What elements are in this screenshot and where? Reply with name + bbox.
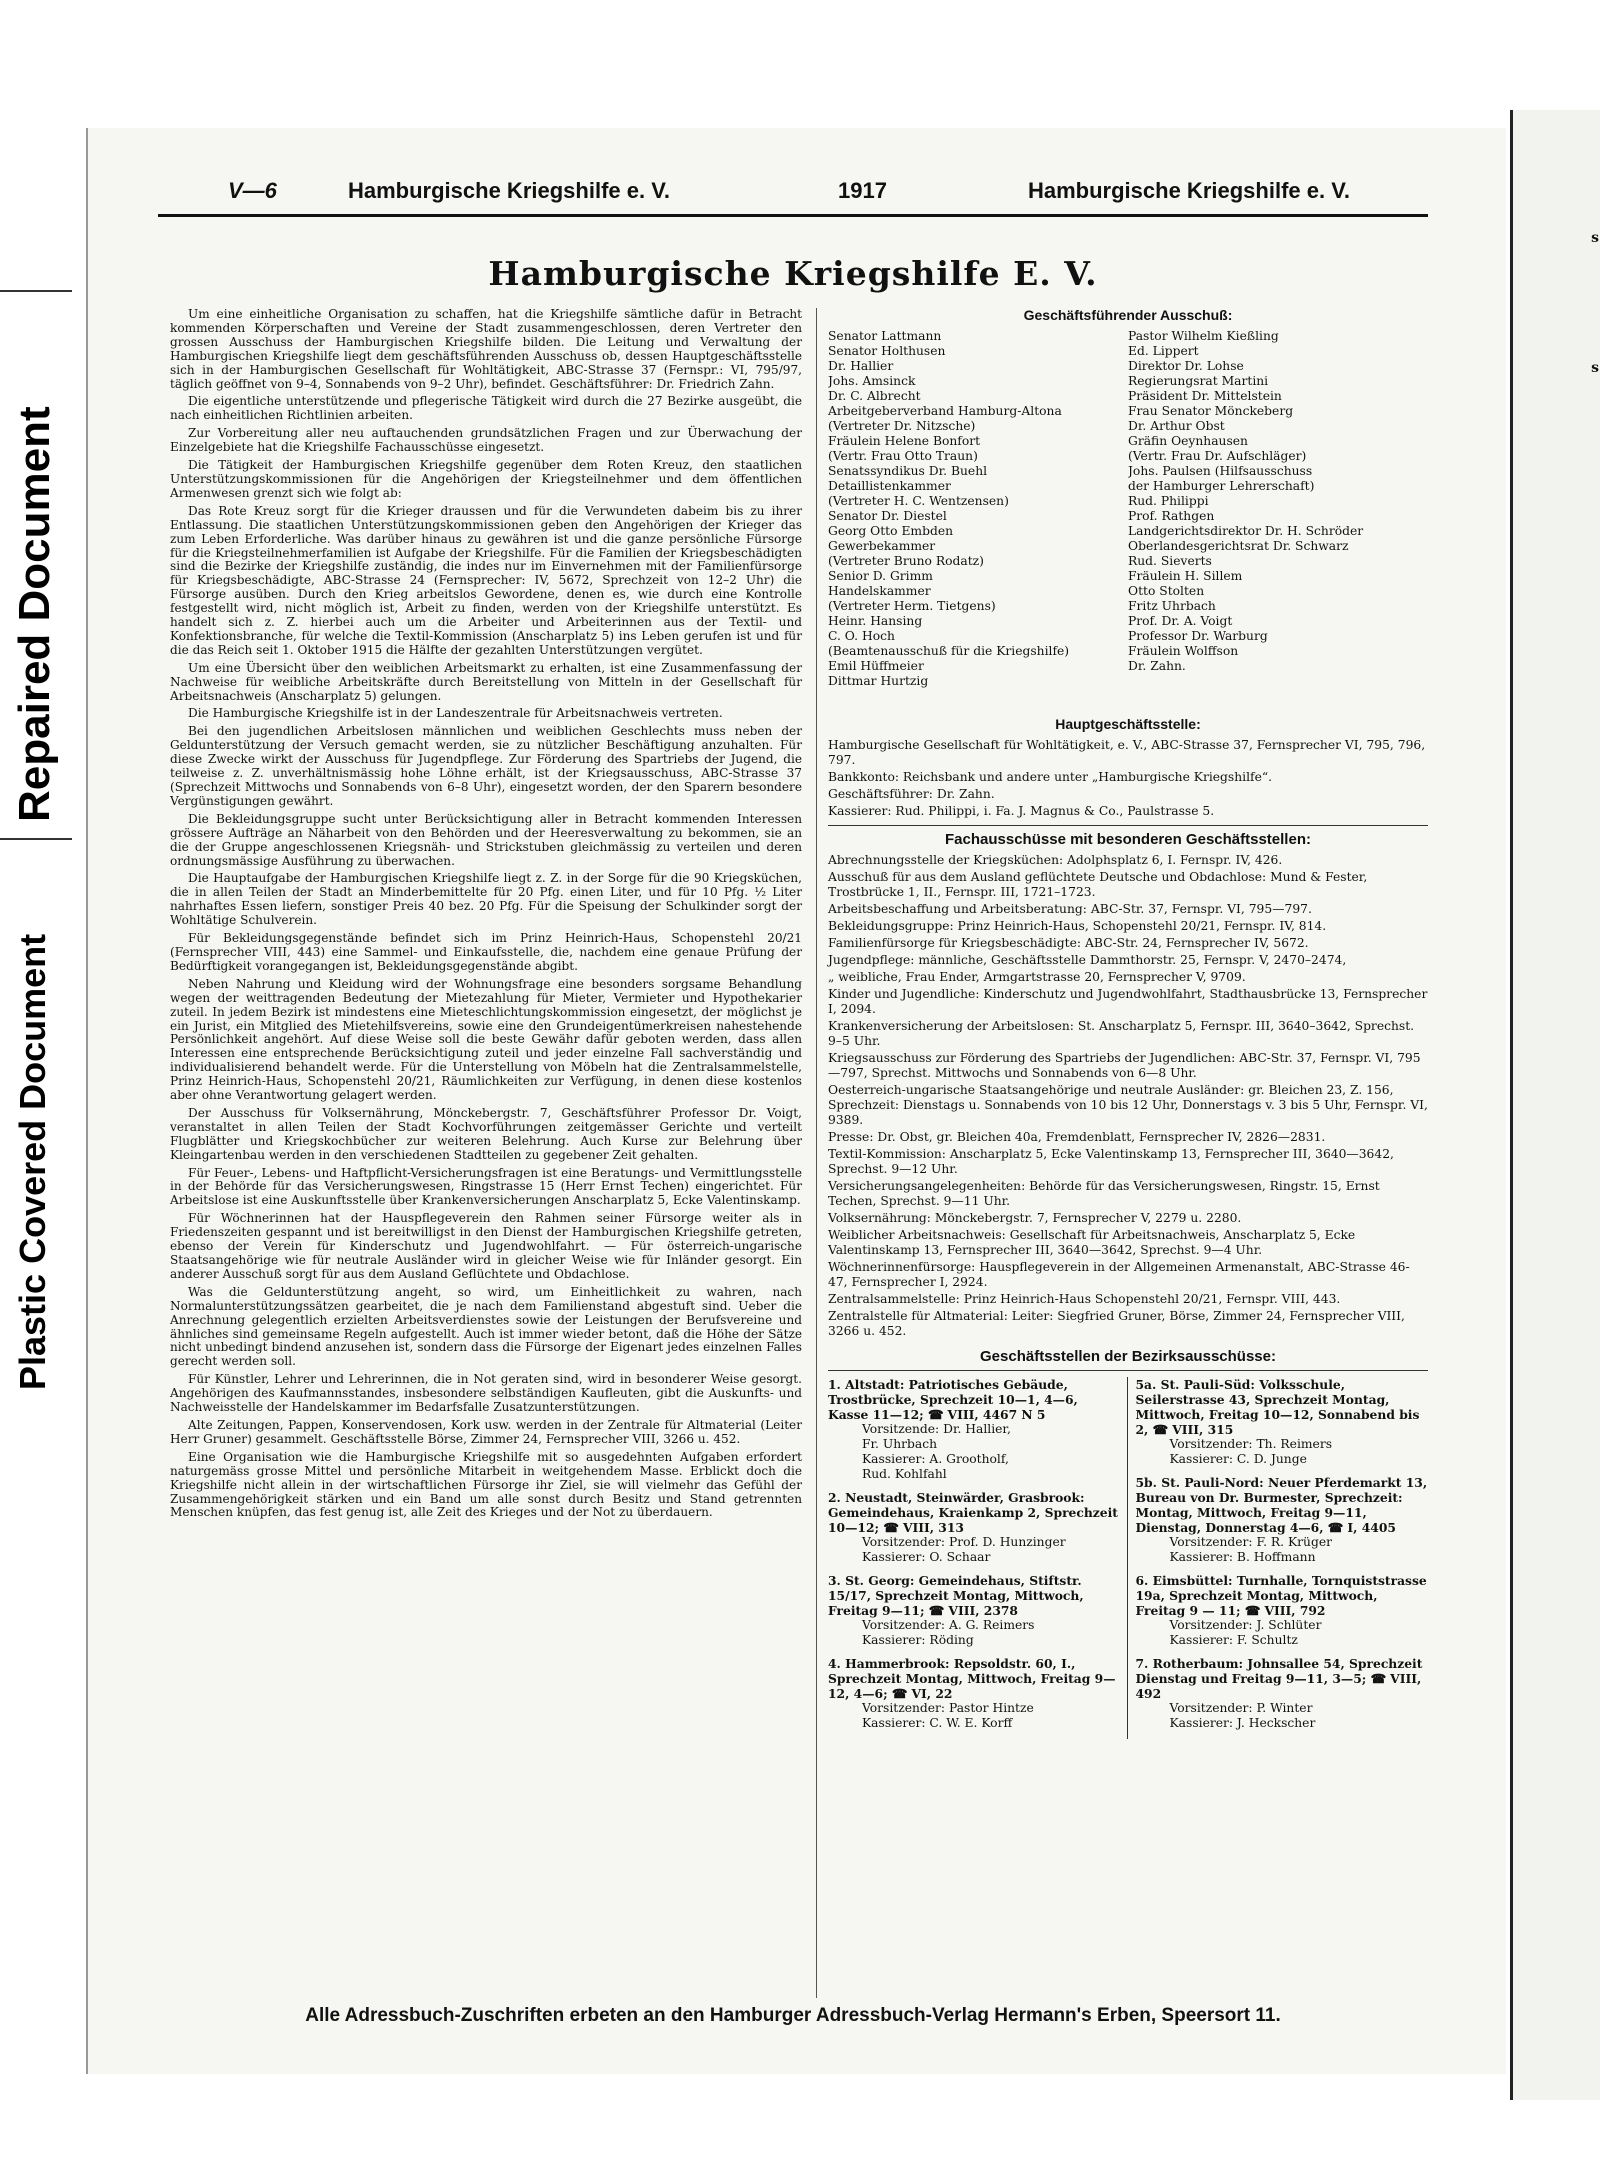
committee-member: Frau Senator Mönckeberg [1128,404,1294,418]
committee-member: C. O. Hoch [828,629,895,643]
committee-member: Landgerichtsdirektor Dr. H. Schröder [1128,524,1364,538]
committee-member: Dittmar Hurtzig [828,674,929,688]
fach-title: Fachausschüsse mit besonderen Geschäftsstellen: [945,831,1311,848]
fach-entry: Zentralstelle für Altmaterial: Leiter: Siegfried Gruner, Börse, Zimmer 24, Fernsprecher VIII, 3266 u. 452. [828,1309,1405,1338]
hq-line: Geschäftsführer: Dr. Zahn. [828,787,995,801]
committee-member: Arbeitgeberverband Hamburg-Altona [828,404,1062,418]
committee-member: Otto Stolten [1128,584,1205,598]
fach-entry: „ weibliche, Frau Ender, Armgartstrasse 20, Fernsprecher V, 9709. [828,970,1246,984]
district-officer: Vorsitzender: A. G. Reimers [862,1618,1035,1632]
committee-member: Handelskammer [828,584,931,598]
text-paragraph: Die eigentliche unterstützende und pflegerische Tätigkeit wird durch die 27 Bezirke ausgeübt, die nach einheitlichen Richtlinien arbeiten. [170,394,802,423]
fach-entry: Bekleidungsgruppe: Prinz Heinrich-Haus, Schopenstehl 20/21, Fernspr. IV, 814. [828,919,1327,933]
fach-entry: Krankenversicherung der Arbeitslosen: St. Anscharplatz 5, Fernspr. III, 3640–3642, Sprechst. 9–5 Uhr. [828,1019,1415,1048]
fach-entry: Presse: Dr. Obst, gr. Bleichen 40a, Fremdenblatt, Fernsprecher IV, 2826—2831. [828,1130,1326,1144]
committee-member: Fräulein Wolffson [1128,644,1239,658]
committee-member: Georg Otto Embden [828,524,954,538]
text-paragraph: Neben Nahrung und Kleidung wird der Wohnungsfrage eine besonders sorgsame Behandlung wegen der weittragenden Bedeutung der Mietezahlung für Mieter, Vermieter und Hypothekarier zuteil. In jedem Bezirk ist mindestens eine Mieteschlichtungskommission eingesetzt, der möglichst je ein Jurist, ein Mitglied des Mietehilfsvereins, sowie eine den Grundeigentümerkreisen nahestehende Persönlichkeit angehört. Auf diese Weise soll die beste Gewähr dafür geboten werden, dass allen Interessen eine entsprechende Berücksichtigung zuteil und jeder einzelne Fall sachverständig und individualisierend behandelt werde. Für die Unterstellung von Möbeln hat die Zentralsammelstelle, Prinz Heinrich-Haus, Schopenstehl 20/21, Räumlichkeiten zur Verfügung, in denen diese kostenlos aber ohne Verantwortung gelagert werden. [170,976,802,1103]
committee-member: Heinr. Hansing [828,614,923,628]
page-title: Hamburgische Kriegshilfe E. V. [488,254,1098,293]
fach-entry: Familienfürsorge für Kriegsbeschädigte: ABC-Str. 24, Fernsprecher IV, 5672. [828,936,1309,950]
hq-line: Kassierer: Rud. Philippi, i. Fa. J. Magnus & Co., Paulstrasse 5. [828,804,1215,818]
district-officer: Kassierer: A. Grootholf, [862,1452,1009,1466]
text-paragraph: Für Künstler, Lehrer und Lehrerinnen, die in Not geraten sind, wird in besonderer Weise gesorgt. Angehörigen des Kaufmannsstandes, insbesondere selbständigen Kaufleuten, gibt die Auskunfts- und Nachweisstelle der Handelskammer im Bedarfsfalle Zusatzunterstützungen. [170,1372,802,1415]
district-heading: 1. Altstadt: Patriotisches Gebäude, Trostbrücke, Sprechzeit 10—1, 4—6, Kasse 11—12; ☎ VIII, 4467 N 5 [828,1377,1078,1422]
district-officer: Kassierer: Röding [862,1633,974,1647]
committee-member: (Vertr. Frau Dr. Aufschläger) [1128,449,1307,463]
text-paragraph: Die Bekleidungsgruppe sucht unter Berücksichtigung aller in Betracht kommenden Interessen grössere Aufträge an Näharbeit von den Behörden und der Heeresverwaltung zu bekommen, sie an die der Gruppe angeschlossenen Kriegsnäh- und Strickstuben gleichmässig zu verteilen und deren ordnungsmässige Ausführung zu überwachen. [170,811,802,868]
fach-entry: Oesterreich-ungarische Staatsangehörige und neutrale Ausländer: gr. Bleichen 23, Z. 156, Sprechzeit: Dienstags u. Sonnabends von 10 bis 12 Uhr, Donnerstags v. 3 bis 5 Uhr, Fernspr. VI, 9389. [828,1083,1428,1127]
text-paragraph: Um eine Übersicht über den weiblichen Arbeitsmarkt zu erhalten, ist eine Zusammenfassung der Nachweise für weibliche Arbeitskräfte durch Bereitstellung von Mitteln in der Gesellschaft für Arbeitsnachweis (Anscharplatz 5) gelungen. [170,660,802,703]
district-officer: Kassierer: B. Hoffmann [1169,1550,1316,1564]
committee-member: (Vertreter Dr. Nitzsche) [828,419,976,433]
repaired-label: Repaired Document [10,406,59,822]
text-paragraph: Die Tätigkeit der Hamburgischen Kriegshilfe gegenüber dem Roten Kreuz, den staatlichen Unterstützungskommissionen für die Angehörigen der Kriegsteilnehmer und dem öffentlichen Armenwesen grenzt sich wie folgt ab: [170,458,802,500]
fach-entry: Weiblicher Arbeitsnachweis: Gesellschaft für Arbeitsnachweis, Anscharplatz 5, Ecke Valentinskamp 13, Fernsprecher III, 3640—3642, Sprechst. 9—4 Uhr. [828,1228,1356,1257]
text-paragraph: Die Hamburgische Kriegshilfe ist in der Landeszentrale für Arbeitsnachweis vertreten. [188,706,723,721]
text-paragraph: Bei den jugendlichen Arbeitslosen männlichen und weiblichen Geschlechts muss neben der Geldunterstützung der Versuch gemacht werden, sie zu nützlicher Beschäftigung anzuhalten. Für diese Zwecke wirkt der Ausschuss für Jugendpflege. Zur Förderung des Spartriebs der Jugend, die teilweise z. Z. unverhältnismässig hohe Löhne erhält, ist der Kriegsausschuss, ABC-Strasse 37 (Sprechzeit Mittwochs und Sonnabends von 6–8 Uhr), eingesetzt worden, der den Sparern besondere Vergünstigungen gewährt. [170,724,802,808]
committee-member: (Vertreter Herm. Tietgens) [828,599,996,613]
document-page [86,128,1506,2074]
text-paragraph: Alte Zeitungen, Pappen, Konservendosen, Kork usw. werden in der Zentrale für Altmaterial (Leiter Herr Gruner) gesammelt. Geschäftsstelle Börse, Zimmer 24, Fernsprecher VIII, 3266 u. 452. [170,1417,802,1446]
header-year: 1917 [838,178,887,203]
committee-member: der Hamburger Lehrerschaft) [1128,479,1315,493]
district-entry [828,1377,1121,1482]
fach-list [828,853,1428,1339]
covered-label: Plastic Covered Document [12,933,53,1390]
committee-member: Gräfin Oeynhausen [1128,434,1248,448]
header-left-title: Hamburgische Kriegshilfe e. V. [348,178,670,203]
committee-member: Pastor Wilhelm Kießling [1128,329,1279,343]
district-entry [1136,1656,1429,1731]
district-officer: Vorsitzender: Prof. D. Hunzinger [862,1535,1066,1549]
fach-entry: Zentralsammelstelle: Prinz Heinrich-Haus Schopenstehl 20/21, Fernspr. VIII, 443. [828,1292,1341,1306]
fach-entry: Volksernährung: Mönckebergstr. 7, Fernsprecher V, 2279 u. 2280. [828,1211,1242,1225]
district-heading: 5b. St. Pauli-Nord: Neuer Pferdemarkt 13, Bureau von Dr. Burmester, Sprechzeit: Montag, Mittwoch, Freitag 9—11, Dienstag, Donnerstag 4—6, ☎ I, 4405 [1135,1475,1428,1535]
committee-title: Geschäftsführender Ausschuß: [1023,307,1233,323]
district-officer: Kassierer: O. Schaar [862,1550,991,1564]
committee-member: Emil Hüffmeier [828,659,924,673]
next-page-edge: s s [1510,110,1600,2100]
district-officer: Fr. Uhrbach [862,1437,938,1451]
committee-member: Senator Dr. Diestel [828,509,947,523]
committee-member: Dr. Arthur Obst [1128,419,1225,433]
running-header [158,178,1428,208]
text-paragraph: Zur Vorbereitung aller neu auftauchenden grundsätzlichen Fragen und zur Überwachung der Einzelgebiete hat die Kriegshilfe Fachausschüsse eingesetzt. [170,426,802,455]
district-heading: 5a. St. Pauli-Süd: Volksschule, Seilerstrasse 43, Sprechzeit Montag, Mittwoch, Freitag 10—12, Sonnabend bis 2, ☎ VIII, 315 [1135,1377,1420,1437]
section-rule [828,825,1428,826]
text-paragraph: Für Wöchnerinnen hat der Hauspflegeverein den Rahmen seiner Fürsorge weiter als in Friedenszeiten gespannt und ist bereitwilligst in den Dienst der Hamburgischen Kriegshilfe getreten, ebenso der Verein für Kinderschutz und Jugendwohlfahrt. — Für österreich-ungarische Staatsangehörige wie für neutrale Ausländer wird in gleicher Weise wie für Inländer gesorgt. Ein anderer Ausschuß sorgt für aus dem Ausland Geflüchtete und Obdachlose. [170,1211,802,1281]
hq-title: Hauptgeschäftsstelle: [1055,716,1201,732]
district-heading: 6. Eimsbüttel: Turnhalle, Tornquiststrasse 19a, Sprechzeit Montag, Mittwoch, Freitag 9 — 11; ☎ VIII, 792 [1135,1573,1427,1618]
district-heading: 3. St. Georg: Gemeindehaus, Stiftstr. 15/17, Sprechzeit Montag, Mittwoch, Freitag 9—11; ☎ VIII, 2378 [828,1573,1084,1618]
committee-member: Senior D. Grimm [828,569,933,583]
committee-member: Oberlandesgerichtsrat Dr. Schwarz [1128,539,1349,553]
header-rule [158,214,1428,217]
committee-member: (Vertr. Frau Otto Traun) [828,449,978,463]
committee-member: Direktor Dr. Lohse [1128,359,1244,373]
committee-member: Prof. Rathgen [1128,509,1215,523]
committee-member: Johs. Paulsen (Hilfsausschuss [1128,464,1313,478]
committee-member: Fritz Uhrbach [1128,599,1216,613]
page-number: V—6 [228,178,277,203]
district-officer: Vorsitzender: F. R. Krüger [1169,1535,1332,1549]
text-paragraph: Der Ausschuss für Volksernährung, Mönckebergstr. 7, Geschäftsführer Professor Dr. Voigt, veranstaltet in allen Teilen der Stadt Kochvorführungen zeitgemässer Gerichte und verteilt Flugblätter und Kriegskochbücher zur weiteren Belehrung. Auch Kurse zur Belehrung über Kleingartenbau werden in den verschiedenen Stadtteilen zu gegebener Zeit gehalten. [170,1105,802,1162]
committee-member: Senator Lattmann [828,329,942,343]
district-officer: Kassierer: J. Heckscher [1169,1716,1316,1730]
committee-member: Prof. Dr. A. Voigt [1128,614,1233,628]
right-column [828,308,1428,1739]
district-heading: 2. Neustadt, Steinwärder, Grasbrook: Gemeindehaus, Kraienkamp 2, Sprechzeit 10—12; ☎ VIII, 313 [828,1490,1118,1535]
district-heading: 4. Hammerbrook: Repsoldstr. 60, I., Sprechzeit Montag, Mittwoch, Freitag 9—12, 4—6; ☎ VI, 22 [828,1656,1116,1701]
committee-member: Dr. Hallier [828,359,894,373]
fach-entry: Wöchnerinnenfürsorge: Hauspflegeverein in der Allgemeinen Armenanstalt, ABC-Strasse 46-47, Fernsprecher I, 2924. [828,1260,1410,1289]
fach-entry: Kinder und Jugendliche: Kinderschutz und Jugendwohlfahrt, Stadthausbrücke 13, Fernsprecher I, 2094. [828,987,1428,1016]
committee-member: Gewerbekammer [828,539,936,553]
fach-entry: Kriegsausschuss zur Förderung des Spartriebs der Jugendlichen: ABC-Str. 37, Fernspr. VI, 795—797, Sprechst. Mittwochs und Sonnabends von 6—8 Uhr. [828,1051,1421,1080]
committee-member: Dr. Zahn. [1128,659,1186,673]
committee-member: (Beamtenausschuß für die Kriegshilfe) [828,644,1070,658]
column-divider [816,308,817,1998]
bezirk-title: Geschäftsstellen der Bezirksausschüsse: [980,1348,1276,1365]
district-entry [1136,1475,1429,1565]
fach-entry: Versicherungsangelegenheiten: Behörde für das Versicherungswesen, Ringstr. 15, Ernst Techen, Sprechst. 9—11 Uhr. [828,1179,1380,1208]
district-entry [828,1490,1121,1565]
text-paragraph: Für Bekleidungsgegenstände befindet sich im Prinz Heinrich-Haus, Schopenstehl 20/21 (Fernsprecher VIII, 443) eine Sammel- und Einkaufsstelle, die, nachdem eine genaue Prüfung der Bedürftigkeit vorangegangen ist, Bekleidungsgegenstände abgibt. [170,931,802,973]
district-officer: Kassierer: C. W. E. Korff [862,1716,1013,1730]
committee-member: (Vertreter Bruno Rodatz) [828,554,984,568]
district-officer: Vorsitzender: J. Schlüter [1169,1618,1322,1632]
district-officer: Vorsitzende: Dr. Hallier, [862,1422,1011,1436]
district-officer: Vorsitzender: P. Winter [1169,1701,1313,1715]
header-right-title: Hamburgische Kriegshilfe e. V. [1028,178,1350,203]
district-officer: Rud. Kohlfahl [862,1467,947,1481]
committee-member: Dr. C. Albrecht [828,389,921,403]
fach-entry: Ausschuß für aus dem Ausland geflüchtete Deutsche und Obdachlose: Mund & Fester, Trostbrücke 1, II., Fernspr. III, 1721–1723. [828,870,1368,899]
hq-block [828,738,1428,819]
committee-list [828,329,1428,689]
footer-notice: Alle Adressbuch-Zuschriften erbeten an den Hamburger Adressbuch-Verlag Hermann's Erben, Speersort 11. [305,2005,1281,2026]
committee-member: Präsident Dr. Mittelstein [1128,389,1282,403]
committee-member: (Vertreter H. C. Wentzensen) [828,494,1009,508]
district-officer: Vorsitzender: Th. Reimers [1169,1437,1333,1451]
fach-entry: Textil-Kommission: Anscharplatz 5, Ecke Valentinskamp 13, Fernsprecher III, 3640—3642, Sprechst. 9—12 Uhr. [828,1147,1394,1176]
committee-member: Senator Holthusen [828,344,946,358]
text-paragraph: Um eine einheitliche Organisation zu schaffen, hat die Kriegshilfe sämtliche dafür in Betracht kommenden Körperschaften und Vereine der Stadt zusammengeschlossen, deren Vertreter den grossen Ausschuss der Hamburgischen Kriegshilfe bilden. Die Leitung und Verwaltung der Hamburgischen Kriegshilfe liegt dem geschäftsführenden Ausschuss ob, dessen Hauptgeschäftsstelle sich in der Hamburgischen Gesellschaft für Wohltätigkeit, ABC-Strasse 37 (Fernspr.: VI, 795/97, täglich geöffnet von 9–4, Sonnabends von 9–2 Uhr), befindet. Geschäftsführer: Dr. Friedrich Zahn. [170,307,802,391]
fach-entry: Arbeitsbeschaffung und Arbeitsberatung: ABC-Str. 37, Fernspr. VI, 795—797. [828,902,1312,916]
fach-entry: Jugendpflege: männliche, Geschäftsstelle Dammthorstr. 25, Fernspr. V, 2470–2474, [828,953,1347,967]
text-paragraph: Was die Geldunterstützung angeht, so wird, um Einheitlichkeit zu wahren, nach Normalunterstützungssätzen gearbeitet, die je nach dem Familienstand abgestuft sind. Ueber die Anrechnung gelegentlich erzielten Arbeitsverdienstes sowie der Leistungen der Berufsvereine und ähnliches sind gemeinsame Regeln aufgestellt. Auch ist immer wieder betont, daß die Höhe der Sätze nicht unbedingt bindend anzusehen ist, sondern dass die Fürsorge der Eigenart jedes einzelnen Falles gerecht werden soll. [170,1284,802,1369]
committee-member: Rud. Philippi [1128,494,1209,508]
hq-line: Hamburgische Gesellschaft für Wohltätigkeit, e. V., ABC-Strasse 37, Fernsprecher VI, 795, 796, 797. [828,738,1426,767]
left-text-column [170,308,802,1524]
committee-member: Fräulein H. Sillem [1128,569,1243,583]
district-officer: Vorsitzender: Pastor Hintze [862,1701,1034,1715]
sidebar-divider [0,290,72,292]
committee-member: Johs. Amsinck [828,374,916,388]
district-entry [828,1573,1121,1648]
district-entry [1136,1573,1429,1648]
district-entry [828,1656,1121,1731]
text-paragraph: Eine Organisation wie die Hamburgische Kriegshilfe mit so ausgedehnten Aufgaben erfordert naturgemäss grosse Mittel und persönliche Mitarbeit in weitgehendem Masse. Erblickt doch die Kriegshilfe nicht allein in der wirtschaftlichen Fürsorge ihr Ziel, sie will vielmehr das Gefühl der Zusammengehörigkeit stärken und ein Band um alle sonst durch Besitz und Stand getrennten Menschen knüpfen, das fest genug ist, alle Zeit des Krieges und der Not zu überdauern. [170,1449,802,1520]
district-officer: Kassierer: F. Schultz [1169,1633,1298,1647]
bezirk-grid [828,1370,1428,1739]
committee-member: Regierungsrat Martini [1128,374,1269,388]
fach-entry: Abrechnungsstelle der Kriegsküchen: Adolphsplatz 6, I. Fernspr. IV, 426. [828,853,1283,867]
committee-member: Rud. Sieverts [1128,554,1212,568]
committee-member: Fräulein Helene Bonfort [828,434,981,448]
scan-sidebar [0,0,72,2177]
text-paragraph: Für Feuer-, Lebens- und Haftpflicht-Versicherungsfragen ist eine Beratungs- und Vermittlungsstelle in der Behörde für das Versicherungswesen, Ringstrasse 15 (Herr Ernst Techen) eingerichtet. Für Arbeitslose ist eine Auskunftsstelle über Krankenversicherungen Anscharplatz 5, Ecke Valentinskamp. [170,1165,802,1208]
committee-member: Ed. Lippert [1128,344,1199,358]
committee-member: Detaillistenkammer [828,479,951,493]
text-paragraph: Die Hauptaufgabe der Hamburgischen Kriegshilfe liegt z. Z. in der Sorge für die 90 Kriegsküchen, die in allen Teilen der Stadt an Minderbemittelte für 20 Pfg. einen Liter, und für 10 Pfg. ½ Liter nahrhaftes Essen liefern, sonstiger Preis 40 bez. 20 Pfg. Für die Speisung der Schulkinder sorgt der Wohltätige Schulverein. [170,871,802,928]
district-officer: Kassierer: C. D. Junge [1169,1452,1307,1466]
hq-line: Bankkonto: Reichsbank und andere unter „Hamburgische Kriegshilfe“. [828,770,1273,784]
sidebar-divider [0,838,72,840]
committee-member: Senatssyndikus Dr. Buehl [828,464,988,478]
committee-member: Professor Dr. Warburg [1128,629,1268,643]
district-heading: 7. Rotherbaum: Johnsallee 54, Sprechzeit Dienstag und Freitag 9—11, 3—5; ☎ VIII, 492 [1135,1656,1423,1701]
district-entry [1136,1377,1429,1467]
text-paragraph: Das Rote Kreuz sorgt für die Krieger draussen und für die Verwundeten dabeim bis zu ihrer Entlassung. Die staatlichen Unterstützungskommissionen geben den Angehörigen der Krieger das zum Leben Erforderliche. Was darüber hinaus zu gewähren ist und die ganze persönliche Fürsorge für die Kriegsteilnehmerfamilien ist Aufgabe der Kriegshilfe. Für die Familien der Kriegsbeschädigten sind die Bezirke der Kriegshilfe zuständig, die indes nur im Einvernehmen mit der Familienfürsorge für Kriegsbeschädigte, ABC-Strasse 24 (Fernsprecher: IV, 5672, Sprechzeit von 12–2 Uhr) die Fürsorge ausüben. Durch den Krieg arbeitslos Gewordene, denen es, wie durch eine Kontrolle festgestellt wird, nicht möglich ist, Arbeit zu finden, werden von der Kriegshilfe unterstützt. Es handelt sich z. Z. hierbei auch um die Arbeiter und Arbeiterinnen aus der Textil- und Konfektionsbranche, für welche die Textil-Kommission (Anscharplatz 5) ins Leben gerufen ist und für die das Reich seit 1. Oktober 1915 die Hälfte der gezahlten Unterstützungen vergütet. [170,503,802,657]
